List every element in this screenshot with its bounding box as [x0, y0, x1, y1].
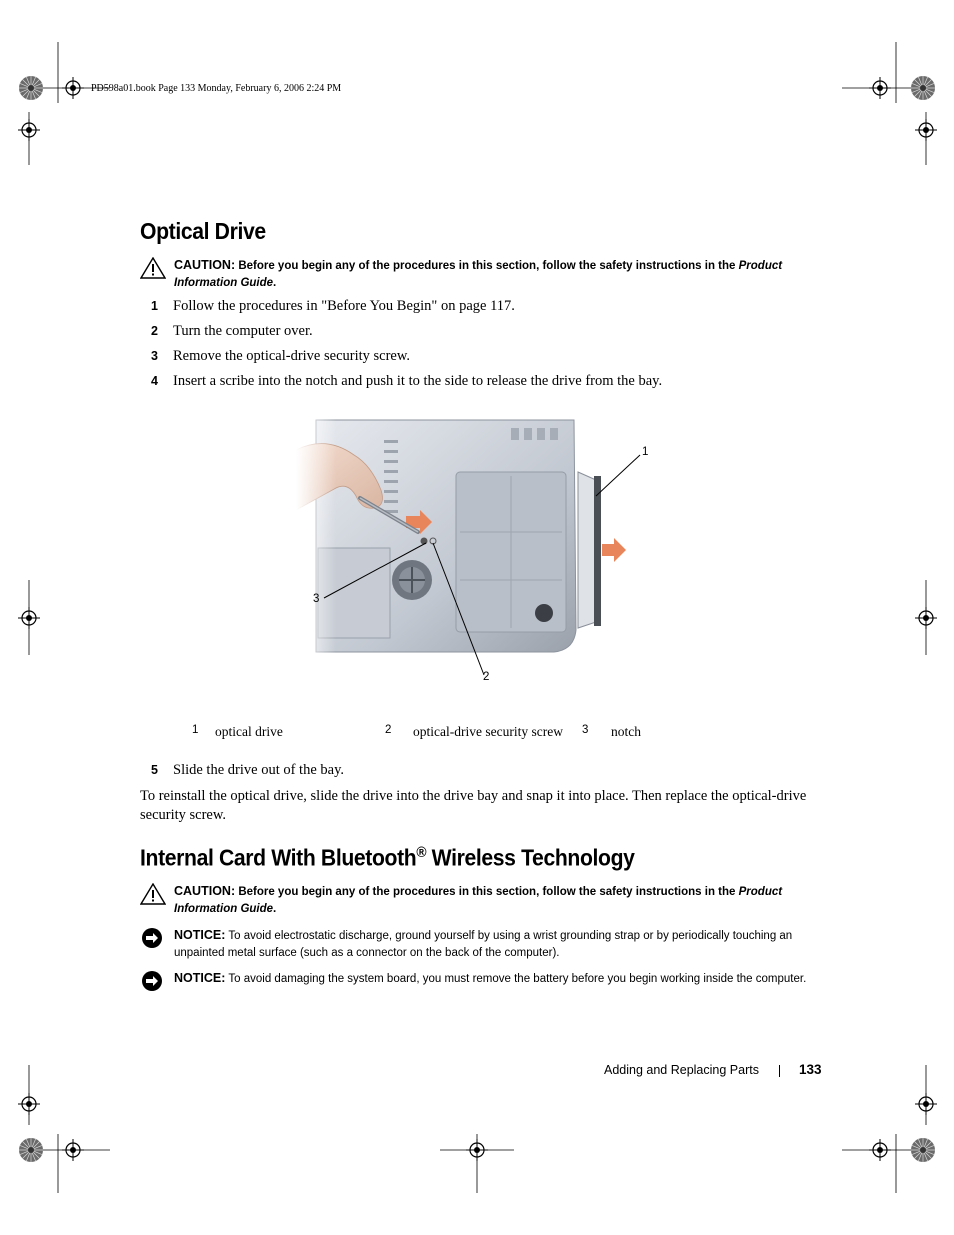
- step-3: 3 Remove the optical-drive security screw.: [151, 348, 411, 364]
- notice-body: To avoid electrostatic discharge, ground yourself by using a wrist grounding strap or by periodically touching an unpainted metal surface (such as a connector on the back of the computer).: [174, 930, 793, 959]
- step-4: 4 Insert a scribe into the notch and push it to the side to release the drive from the bay.: [151, 373, 663, 389]
- figure-callout-1: 1: [642, 446, 649, 458]
- notice-body: To avoid damaging the system board, you must remove the battery before you begin working inside the computer.: [228, 973, 807, 985]
- footer-section-label: Adding and Replacing Parts: [604, 1063, 759, 1077]
- legend-number-3: 3: [582, 724, 589, 736]
- figure-callout-3: 3: [313, 593, 320, 605]
- optical-drive-removal-illustration: [296, 410, 676, 680]
- legend-label-notch: notch: [611, 724, 641, 739]
- caution-label: CAUTION:: [174, 884, 236, 898]
- caution-body: Before you begin any of the procedures in this section, follow the safety instructions in the: [238, 260, 739, 272]
- legend-label-optical-drive: optical drive: [215, 724, 283, 739]
- step-1: 1 Follow the procedures in "Before You Begin" on page 117.: [151, 298, 515, 314]
- caution-triangle-icon: [140, 883, 166, 905]
- legend-number-1: 1: [192, 724, 199, 736]
- section-title-optical-drive: Optical Drive: [140, 218, 266, 244]
- notice-label: NOTICE:: [174, 928, 226, 942]
- notice-label: NOTICE:: [174, 971, 226, 985]
- figure-callout-2: 2: [483, 671, 490, 683]
- legend-number-2: 2: [385, 724, 392, 736]
- legend-label-security-screw: optical-drive security screw: [413, 724, 563, 739]
- page-number: 133: [799, 1062, 822, 1077]
- caution-label: CAUTION:: [174, 258, 236, 272]
- section-title-bluetooth-card: Internal Card With Bluetooth® Wireless Technology: [140, 844, 635, 871]
- step-2: 2 Turn the computer over.: [151, 323, 313, 339]
- print-slug: PD598a01.book Page 133 Monday, February 6, 2006 2:24 PM: [91, 83, 342, 94]
- step-5: 5 Slide the drive out of the bay.: [151, 762, 345, 778]
- footer-separator: [779, 1065, 780, 1077]
- notice-hand-icon: [140, 970, 166, 992]
- registered-mark: ®: [416, 844, 427, 861]
- caution-guide-title: Product Information Guide: [174, 886, 783, 915]
- reinstall-paragraph: To reinstall the optical drive, slide the drive into the drive bay and snap it into place. Then replace the optical-drive security screw.: [140, 788, 807, 823]
- notice-hand-icon: [140, 927, 166, 949]
- caution-body: Before you begin any of the procedures in this section, follow the safety instructions in the: [238, 886, 739, 898]
- caution-triangle-icon: [140, 257, 166, 279]
- caution-guide-title: Product Information Guide: [174, 260, 783, 289]
